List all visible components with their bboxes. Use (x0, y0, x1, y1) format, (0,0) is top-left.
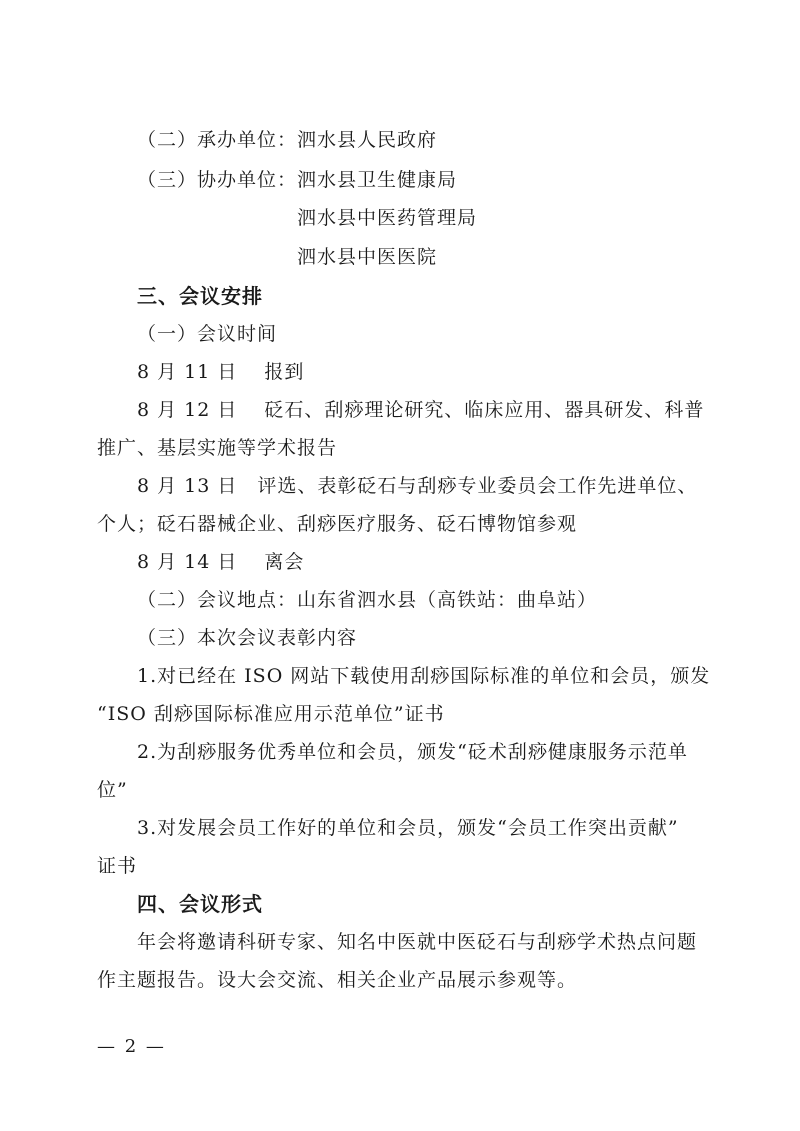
award-item-2-cont: 位” (97, 779, 128, 801)
award-item-2: 2.为刮痧服务优秀单位和会员，颁发“砭术刮痧健康服务示范单 (137, 741, 688, 763)
schedule-day-4: 8 月 14 日 离会 (137, 551, 305, 573)
schedule-day-3-cont: 个人；砭石器械企业、刮痧医疗服务、砭石博物馆参观 (97, 513, 578, 535)
award-item-3: 3.对发展会员工作好的单位和会员，颁发“会员工作突出贡献” (137, 817, 679, 839)
subheading-awards: （三）本次会议表彰内容 (137, 627, 358, 649)
section-heading-schedule: 三、会议安排 (137, 284, 263, 308)
award-item-1-cont: “ISO 刮痧国际标准应用示范单位”证书 (97, 703, 445, 725)
schedule-day-3: 8 月 13 日 评选、表彰砭石与刮痧专业委员会工作先进单位、 (137, 475, 698, 497)
schedule-day-2-cont: 推广、基层实施等学术报告 (97, 437, 338, 459)
organizer-host-line: （二）承办单位：泗水县人民政府 (137, 129, 438, 151)
organizer-assist-line-3: 泗水县中医医院 (297, 246, 438, 268)
organizer-assist-line-2: 泗水县中医药管理局 (297, 207, 478, 229)
award-item-3-cont: 证书 (97, 855, 138, 877)
subheading-meeting-time: （一）会议时间 (137, 323, 278, 345)
format-paragraph-line-2: 作主题报告。设大会交流、相关企业产品展示参观等。 (97, 969, 578, 991)
award-item-1: 1.对已经在 ISO 网站下载使用刮痧国际标准的单位和会员，颁发 (137, 665, 711, 687)
page-number: — 2 — (97, 1036, 166, 1057)
section-heading-format: 四、会议形式 (137, 892, 263, 916)
format-paragraph-line-1: 年会将邀请科研专家、知名中医就中医砭石与刮痧学术热点问题 (137, 931, 698, 953)
organizer-assist-line: （三）协办单位：泗水县卫生健康局 (137, 169, 458, 191)
schedule-day-1: 8 月 11 日 报到 (137, 361, 305, 383)
schedule-day-2: 8 月 12 日 砭石、刮痧理论研究、临床应用、器具研发、科普 (137, 399, 705, 421)
meeting-location: （二）会议地点：山东省泗水县（高铁站：曲阜站） (137, 589, 598, 611)
